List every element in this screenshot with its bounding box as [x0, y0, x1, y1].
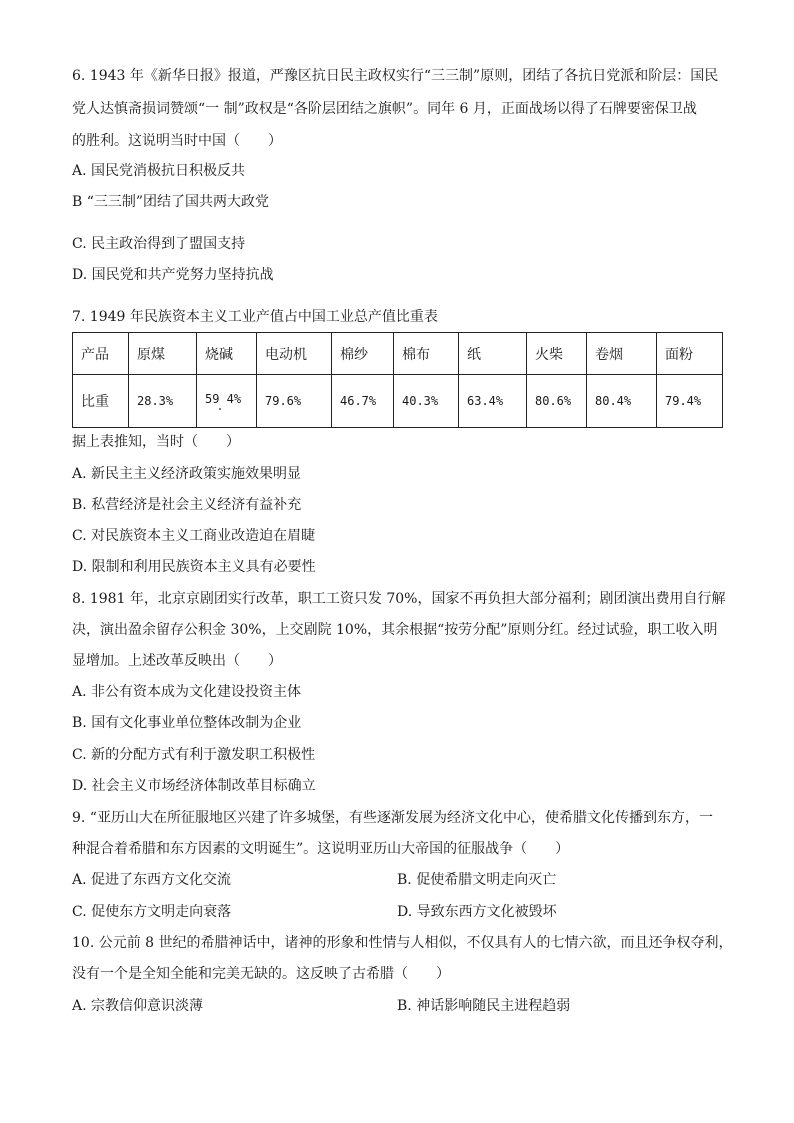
q8-option-c[interactable]: C. 新的分配方式有利于激发职工积极性	[72, 747, 316, 763]
table-row-shares	[73, 375, 723, 428]
q7-stem: 据上表推知，当时（ ）	[72, 434, 240, 450]
q8-option-d[interactable]: D. 社会主义市场经济体制改革目标确立	[72, 778, 316, 794]
q9-option-b[interactable]: B. 促使希腊文明走向灭亡	[397, 872, 557, 888]
q6-option-d[interactable]: D. 国民党和共产党努力坚持抗战	[72, 267, 274, 283]
share-cell: 63.4%	[459, 375, 527, 428]
share-cell: 80.4%	[587, 375, 657, 428]
q10-option-b[interactable]: B. 神话影响随民主进程趋弱	[397, 998, 571, 1014]
share-cell-value: 59 4%	[205, 392, 242, 406]
q7-option-a[interactable]: A. 新民主主义经济政策实施效果明显	[72, 466, 302, 482]
product-cell: 纸	[459, 333, 527, 375]
product-cell: 棉纱	[332, 333, 394, 375]
product-cell: 卷烟	[587, 333, 657, 375]
q9-stem-line-2: 种混合着希腊和东方因素的文明诞生”。这说明亚历山大帝国的征服战争（ ）	[72, 841, 570, 857]
q6-stem-line-1: 6. 1943 年《新华日报》报道，严豫区抗日民主政权实行“三三制”原则，团结了各抗日党派和阶层：国民	[72, 68, 719, 84]
q6-stem-line-2: 党人达慎斋损词赞颂“一 制”政权是“各阶层团结之旗帜”。同年 6 月，正面战场以得了石牌要密保卫战	[72, 101, 697, 117]
share-cell: 46.7%	[332, 375, 394, 428]
row-header-share: 比重	[73, 375, 129, 428]
q9-option-a[interactable]: A. 促进了东西方文化交流	[72, 872, 232, 888]
q10-option-a[interactable]: A. 宗教信仰意识淡薄	[72, 998, 204, 1014]
q8-stem-line-1: 8. 1981 年，北京京剧团实行改革，职工工资只发 70%，国家不再负担大部分福利；剧团演出费用自行解	[72, 591, 726, 607]
q6-option-b[interactable]: B “三三制”团结了国共两大政党	[72, 194, 270, 210]
table-row-products	[73, 333, 723, 375]
product-cell: 烧碱	[197, 333, 257, 375]
share-cell: 79.4%	[657, 375, 723, 428]
share-cell	[197, 375, 257, 428]
share-cell: 40.3%	[394, 375, 459, 428]
q9-stem-line-1: 9. “亚历山大在所征服地区兴建了许多城堡，有些逐渐发展为经济文化中心，使希腊文化传播到东方，一	[72, 810, 713, 826]
q7-data-table	[72, 332, 723, 428]
q8-option-a[interactable]: A. 非公有资本成为文化建设投资主体	[72, 684, 302, 700]
product-cell: 棉布	[394, 333, 459, 375]
row-header-product: 产品	[73, 333, 129, 375]
q7-option-c[interactable]: C. 对民族资本主义工商业改造迫在眉睫	[72, 528, 316, 544]
q10-stem-line-1: 10. 公元前 8 世纪的希腊神话中，诸神的形象和性情与人相似，不仅具有人的七情六欲，而且还争权夺利，	[72, 935, 733, 951]
product-cell: 原煤	[129, 333, 197, 375]
q7-title: 7. 1949 年民族资本主义工业产值占中国工业总产值比重表	[72, 309, 438, 325]
product-cell: 火柴	[527, 333, 587, 375]
q8-option-b[interactable]: B. 国有文化事业单位整体改制为企业	[72, 715, 302, 731]
share-cell: 80.6%	[527, 375, 587, 428]
q8-stem-line-3: 显增加。上述改革反映出（ ）	[72, 653, 282, 669]
q6-option-a[interactable]: A. 国民党消极抗日积极反共	[72, 163, 246, 179]
q6-option-c[interactable]: C. 民主政治得到了盟国支持	[72, 236, 246, 252]
q9-option-d[interactable]: D. 导致东西方文化被毁坏	[397, 904, 557, 920]
q8-stem-line-2: 决，演出盈余留存公积金 30%，上交剧院 10%，其余根据“按劳分配”原则分红。经过试验，职工收入明	[72, 622, 718, 638]
q9-option-c[interactable]: C. 促使东方文明走向衰落	[72, 904, 232, 920]
share-cell: 79.6%	[257, 375, 332, 428]
stray-dot-mark	[219, 408, 221, 410]
product-cell: 电动机	[257, 333, 332, 375]
product-cell: 面粉	[657, 333, 723, 375]
q7-option-d[interactable]: D. 限制和利用民族资本主义具有必要性	[72, 559, 316, 575]
share-cell: 28.3%	[129, 375, 197, 428]
q7-option-b[interactable]: B. 私营经济是社会主义经济有益补充	[72, 497, 302, 513]
q10-stem-line-2: 没有一个是全知全能和完美无缺的。这反映了古希腊（ ）	[72, 966, 450, 982]
q6-stem-line-3: 的胜利。这说明当时中国（ ）	[72, 133, 282, 149]
